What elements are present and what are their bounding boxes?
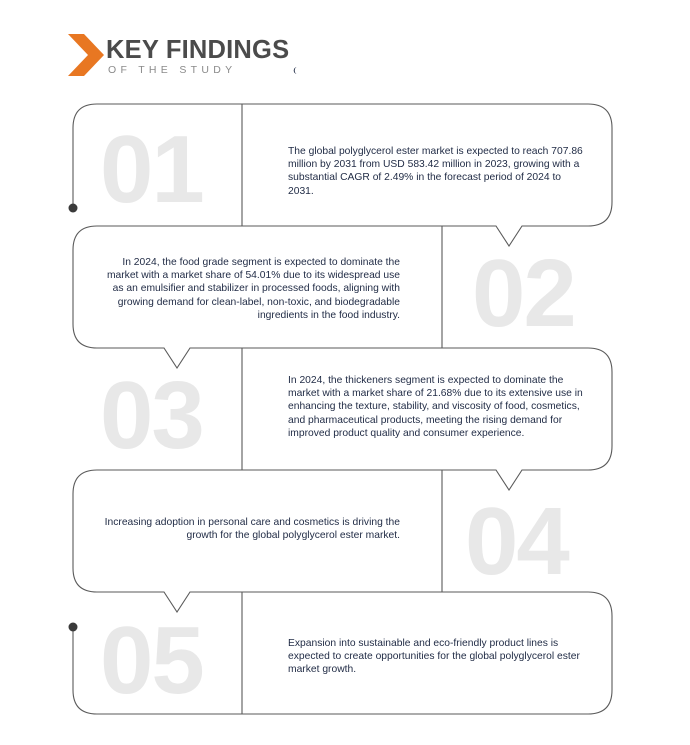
- finding-number-05: 05: [100, 607, 203, 714]
- finding-number-03: 03: [100, 362, 203, 469]
- page-subtitle: OF THE STUDY: [108, 64, 237, 76]
- finding-text-05: Expansion into sustainable and eco-friendly product lines is expected to create opportunities for the global polyglycerol ester market growth.: [288, 638, 580, 676]
- finding-text-01: The global polyglycerol ester market is expected to reach 707.86 million by 2031 from USD 583.42 million in 2023, growing with a substantial CAGR of 2.49% in the forecast period of 2024 to 2031.: [288, 146, 583, 197]
- finding-number-01: 01: [100, 116, 203, 223]
- finding-number-04: 04: [465, 488, 568, 595]
- finding-text-04: Increasing adoption in personal care and cosmetics is driving the growth for the global polyglycerol ester market.: [104, 517, 400, 542]
- finding-text-03: In 2024, the thickeners segment is expected to dominate the market with a market share of 21.68% due to its extensive use in enhancing the texture, stability, and viscosity of food, cosmetics, and pharmaceutical products, meeting the rising demand for improved product quality and consumer experience.: [288, 375, 583, 439]
- flow-end-dot: [69, 623, 78, 632]
- finding-text-02: In 2024, the food grade segment is expected to dominate the market with a market share of 54.01% due to its widespread use as an emulsifier and stabilizer in processed foods, aligning with growing demand for clean-label, non-toxic, and biodegradable ingredients in the food industry.: [106, 257, 400, 321]
- flow-start-dot: [69, 204, 78, 213]
- finding-number-02: 02: [472, 240, 575, 347]
- page-title: KEY FINDINGS: [106, 36, 290, 64]
